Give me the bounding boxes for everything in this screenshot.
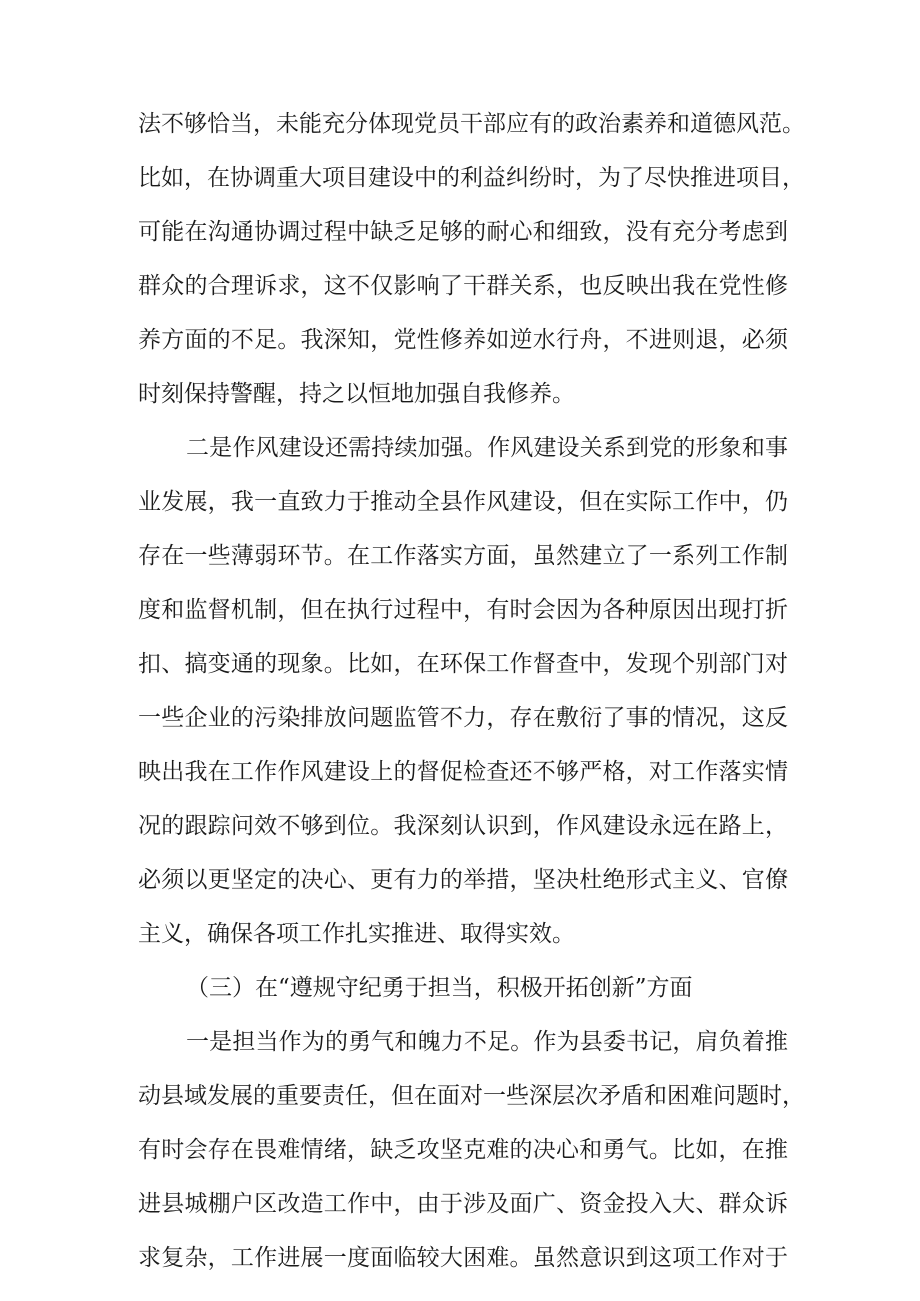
text-line: 况的跟踪问效不够到位。我深刻认识到，作风建设永远在路上，	[138, 813, 788, 839]
text-line: 必须以更坚定的决心、更有力的举措，坚决杜绝形式主义、官僚	[138, 867, 788, 893]
paragraph-first-line: 一是担当作为的勇气和魄力不足。作为县委书记，肩负着推	[186, 1029, 788, 1055]
text-line: 动县域发展的重要责任，但在面对一些深层次矛盾和困难问题时，	[138, 1083, 805, 1109]
text-line: 时刻保持警醒，持之以恒地加强自我修养。	[138, 381, 575, 407]
text-line: 主义，确保各项工作扎实推进、取得实效。	[138, 921, 575, 947]
text-line: 进县城棚户区改造工作中，由于涉及面广、资金投入大、群众诉	[138, 1191, 788, 1217]
text-line: 求复杂，工作进展一度面临较大困难。虽然意识到这项工作对于	[138, 1245, 788, 1271]
text-line: 可能在沟通协调过程中缺乏足够的耐心和细致，没有充分考虑到	[138, 219, 788, 245]
text-line: 有时会存在畏难情绪，缺乏攻坚克难的决心和勇气。比如，在推	[138, 1137, 788, 1163]
section-heading: （三）在“遵规守纪勇于担当，积极开拓创新”方面	[186, 975, 693, 1001]
paragraph-first-line: 二是作风建设还需持续加强。作风建设关系到党的形象和事	[186, 435, 788, 461]
text-line: 业发展，我一直致力于推动全县作风建设，但在实际工作中，仍	[138, 489, 788, 515]
text-line: 映出我在工作作风建设上的督促检查还不够严格，对工作落实情	[138, 759, 788, 785]
text-line: 一些企业的污染排放问题监管不力，存在敷衍了事的情况，这反	[138, 705, 788, 731]
text-line: 比如，在协调重大项目建设中的利益纠纷时，为了尽快推进项目，	[138, 165, 805, 191]
text-line: 群众的合理诉求，这不仅影响了干群关系，也反映出我在党性修	[138, 273, 788, 299]
text-line: 度和监督机制，但在执行过程中，有时会因为各种原因出现打折	[138, 597, 788, 623]
text-line: 法不够恰当，未能充分体现党员干部应有的政治素养和道德风范。	[138, 111, 805, 137]
text-line: 养方面的不足。我深知，党性修养如逆水行舟，不进则退，必须	[138, 327, 788, 353]
text-line: 扣、搞变通的现象。比如，在环保工作督查中，发现个别部门对	[138, 651, 788, 677]
text-line: 存在一些薄弱环节。在工作落实方面，虽然建立了一系列工作制	[138, 543, 788, 569]
